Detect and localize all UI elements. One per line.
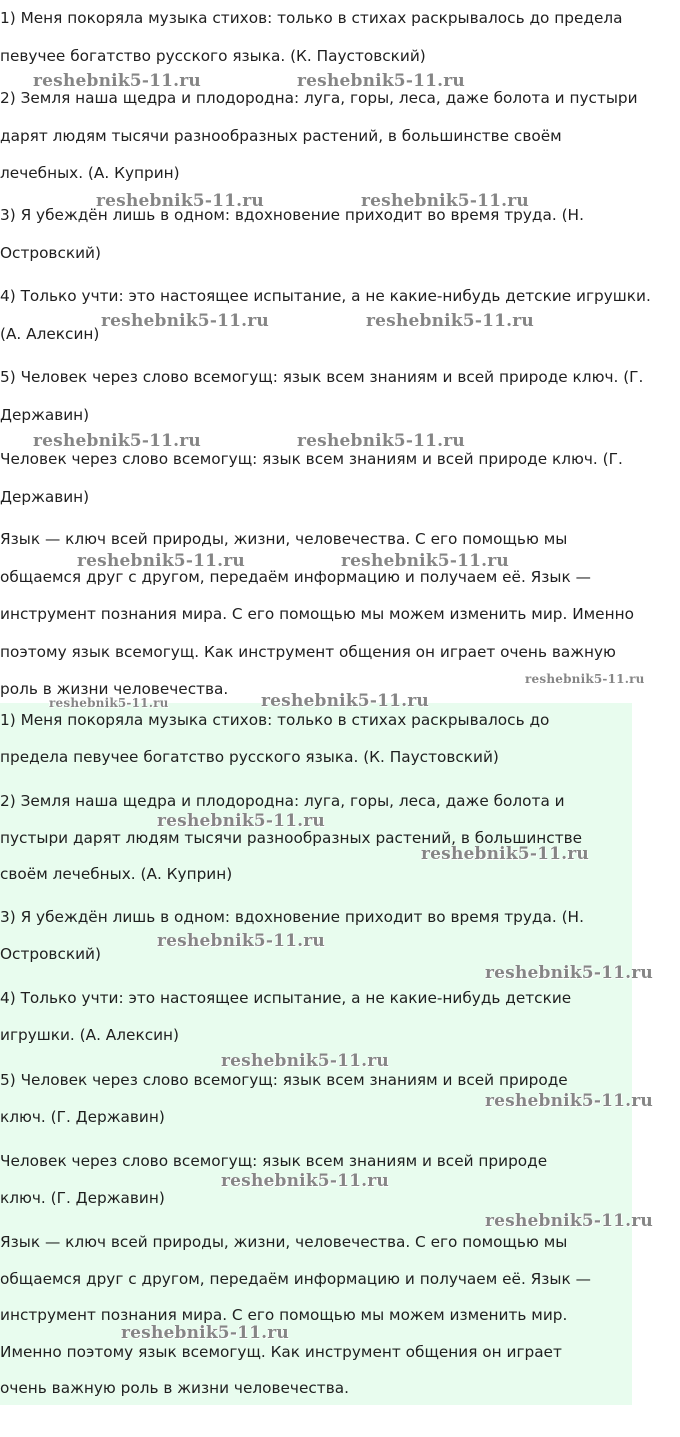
watermark: reshebnik5-11.ru	[33, 431, 201, 451]
watermark: reshebnik5-11.ru	[485, 1091, 653, 1111]
watermark: reshebnik5-11.ru	[261, 691, 429, 711]
answer-paragraph: 2) Земля наша щедра и плодородна: луга, горы, леса, даже болота и пустыри дарят людям тысячи разнообразных растений, в большинстве своём лечебных. (А. Куприн)	[0, 792, 583, 883]
watermark: reshebnik5-11.ru	[221, 1051, 389, 1071]
task-paragraph: 5) Человек через слово всемогущ: язык всем знаниям и всей природе ключ. (Г. Державин)	[0, 368, 644, 424]
watermark: reshebnik5-11.ru	[33, 71, 201, 91]
answer-paragraph: Человек через слово всемогущ: язык всем знаниям и всей природе ключ. (Г. Державин)	[0, 1152, 548, 1207]
answer-paragraph: 3) Я убеждён лишь в одном: вдохновение приходит во время труда. (Н. Островский)	[0, 908, 584, 963]
watermark: reshebnik5-11.ru	[341, 551, 509, 571]
answer-paragraph: 4) Только учти: это настоящее испытание, а не какие-нибудь детские игрушки. (А. Алексин)	[0, 989, 572, 1044]
watermark: reshebnik5-11.ru	[157, 811, 325, 831]
answer-paragraph: 1) Меня покоряла музыка стихов: только в стихах раскрывалось до предела певучее богатство русского языка. (К. Паустовский)	[0, 711, 550, 766]
task-paragraph: 4) Только учти: это настоящее испытание, а не какие-нибудь детские игрушки. (А. Алексин)	[0, 287, 651, 343]
answer-paragraph: Язык — ключ всей природы, жизни, человечества. С его помощью мы общаемся друг с другом, передаём информацию и получаем её. Язык — инструмент познания мира. С его помощью мы можем изменить мир. Именно поэтому язык всемогущ. Как инструмент общения он играет очень важную роль в жизни человечества.	[0, 1233, 591, 1397]
watermark: reshebnik5-11.ru	[121, 1323, 289, 1343]
watermark: reshebnik5-11.ru	[525, 672, 645, 686]
watermark: reshebnik5-11.ru	[361, 191, 529, 211]
watermark: reshebnik5-11.ru	[49, 696, 169, 710]
task-paragraph: Язык — ключ всей природы, жизни, человечества. С его помощью мы общаемся друг с другом, передаём информацию и получаем её. Язык — инструмент познания мира. С его помощью мы можем изменить мир. Именно поэтому язык всемогущ. Как инструмент общения он играет очень важную роль в жизни человечества.	[0, 530, 634, 698]
watermark: reshebnik5-11.ru	[157, 931, 325, 951]
task-paragraph: 2) Земля наша щедра и плодородна: луга, горы, леса, даже болота и пустыри дарят людям тысячи разнообразных растений, в большинстве своём лечебных. (А. Куприн)	[0, 89, 638, 182]
watermark: reshebnik5-11.ru	[421, 844, 589, 864]
watermark: reshebnik5-11.ru	[485, 1211, 653, 1231]
watermark: reshebnik5-11.ru	[221, 1171, 389, 1191]
watermark: reshebnik5-11.ru	[101, 311, 269, 331]
answer-paragraph: 5) Человек через слово всемогущ: язык всем знаниям и всей природе ключ. (Г. Державин)	[0, 1071, 568, 1126]
watermark: reshebnik5-11.ru	[297, 431, 465, 451]
watermark: reshebnik5-11.ru	[485, 963, 653, 983]
watermark: reshebnik5-11.ru	[297, 71, 465, 91]
watermark: reshebnik5-11.ru	[366, 311, 534, 331]
watermark: reshebnik5-11.ru	[96, 191, 264, 211]
task-paragraph: 1) Меня покоряла музыка стихов: только в стихах раскрывалось до предела певучее богатство русского языка. (К. Паустовский)	[0, 9, 623, 65]
watermark: reshebnik5-11.ru	[77, 551, 245, 571]
task-paragraph: 3) Я убеждён лишь в одном: вдохновение приходит во время труда. (Н. Островский)	[0, 206, 584, 262]
task-paragraph: Человек через слово всемогущ: язык всем знаниям и всей природе ключ. (Г. Державин)	[0, 450, 623, 506]
